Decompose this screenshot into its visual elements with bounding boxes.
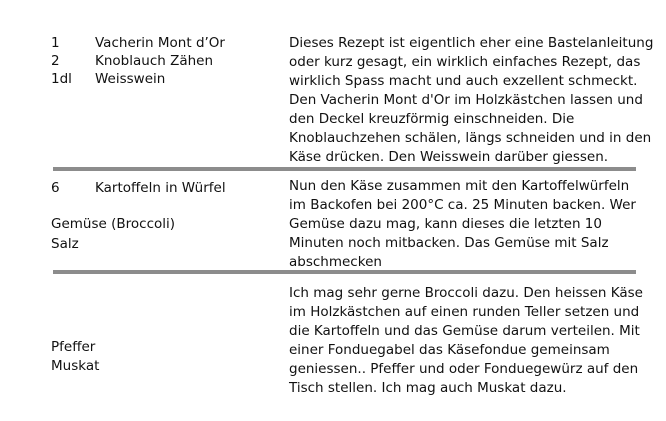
instruction-line: Ich mag sehr gerne Broccoli dazu. Den heissen Käse	[289, 285, 643, 301]
ingredient-item	[51, 357, 276, 376]
instruction-text	[289, 177, 636, 272]
ingredient-item	[51, 177, 276, 203]
instruction-line: einer Fonduegabel das Käsefondue gemeinsam	[289, 342, 610, 358]
instruction-text	[289, 34, 654, 167]
instruction-line: im Backofen bei 200°C ca. 25 Minuten backen. Wer	[289, 197, 636, 213]
instruction-line: wirklich Spass macht und auch exzellent schmeckt.	[289, 73, 638, 89]
ingredient-name: Kartoffeln in Würfel	[95, 180, 226, 196]
instruction-line: Dieses Rezept ist eigentlich eher eine Bastelanleitung	[289, 35, 654, 51]
ingredient-quantity: 6	[51, 180, 60, 196]
instruction-line: abschmecken	[289, 254, 382, 270]
ingredient-name: Gemüse (Broccoli)	[51, 216, 176, 232]
instruction-line: oder kurz gesagt, ein wirklich einfaches Rezept, das	[289, 54, 641, 70]
instruction-line: Nun den Käse zusammen mit den Kartoffelwürfeln	[289, 178, 630, 194]
ingredient-quantity: 1dl	[51, 71, 72, 87]
instruction-line: Den Vacherin Mont d'Or im Holzkästchen lassen und	[289, 92, 643, 108]
instruction-line: Käse drücken. Den Weisswein darüber giessen.	[289, 149, 609, 165]
instruction-text	[289, 284, 643, 398]
ingredient-name: Salz	[51, 236, 79, 252]
instruction-line: Tisch stellen. Ich mag auch Muskat dazu.	[289, 380, 567, 396]
ingredient-item	[51, 52, 276, 70]
ingredient-spacer	[51, 203, 276, 213]
ingredient-list	[51, 177, 276, 253]
ingredient-name: Muskat	[51, 358, 100, 374]
ingredient-name: Vacherin Mont d’Or	[95, 35, 225, 51]
instruction-line: den Deckel kreuzförmig einschneiden. Die	[289, 111, 575, 127]
instruction-line: geniessen.. Pfeffer und oder Fonduegewürz auf den	[289, 361, 639, 377]
ingredient-name: Weisswein	[95, 71, 166, 87]
instruction-line: im Holzkästchen auf einen runden Teller setzen und	[289, 304, 640, 320]
instruction-line: Minuten noch mitbacken. Das Gemüse mit Salz	[289, 235, 609, 251]
ingredient-quantity: 2	[51, 53, 60, 69]
ingredient-item	[51, 233, 276, 253]
ingredient-quantity: 1	[51, 35, 60, 51]
instruction-line: Gemüse dazu mag, kann dieses die letzten 10	[289, 216, 602, 232]
ingredient-item	[51, 338, 276, 357]
ingredient-name: Knoblauch Zähen	[95, 53, 214, 69]
ingredient-item	[51, 213, 276, 233]
ingredient-name: Pfeffer	[51, 339, 96, 355]
instruction-line: die Kartoffeln und das Gemüse darum verteilen. Mit	[289, 323, 640, 339]
ingredient-item	[51, 34, 276, 52]
ingredient-list	[51, 338, 276, 376]
section-divider	[53, 167, 636, 171]
section-divider	[53, 270, 636, 274]
instruction-line: Knoblauchzehen schälen, längs schneiden und in den	[289, 130, 652, 146]
ingredient-item	[51, 70, 276, 88]
ingredient-list	[51, 34, 276, 88]
